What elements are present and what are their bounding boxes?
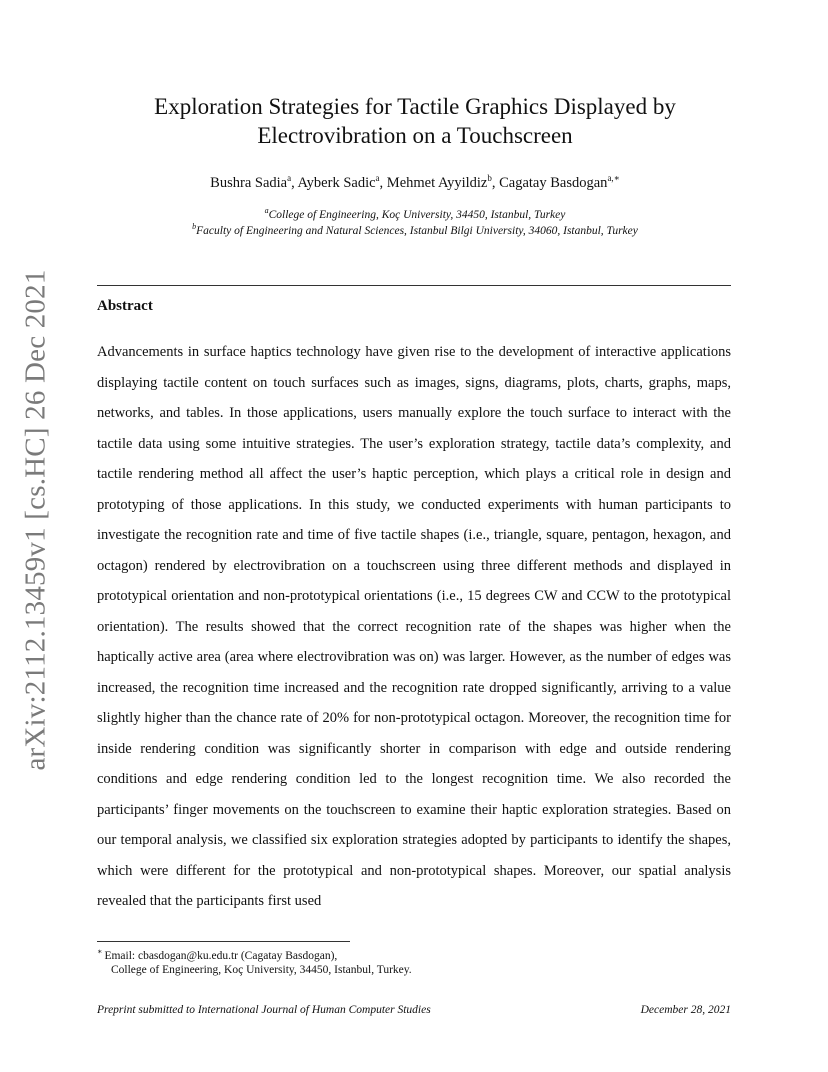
author-name: Cagatay Basdogan [499, 174, 608, 191]
footnote-mark: ∗ [97, 947, 103, 956]
author-affiliation-mark: a [287, 173, 292, 183]
author-affiliation-mark: b [487, 173, 492, 183]
author-separator: , [379, 174, 387, 191]
footnote-email-text: Email: cbasdogan@ku.edu.tr (Cagatay Basdogan), [104, 949, 338, 962]
affiliation-mark: b [192, 222, 197, 231]
author-list [100, 173, 730, 192]
affiliation-mark: a [264, 206, 269, 215]
author-affiliation-mark: a,∗ [607, 173, 620, 183]
paper-title [100, 92, 730, 150]
author-separator: , [491, 174, 500, 191]
preprint-note: Preprint submitted to International Journal of Human Computer Studies [97, 1004, 431, 1016]
author-name: Mehmet Ayyildiz [386, 174, 488, 191]
author-separator: , [291, 174, 298, 191]
footnote-email [97, 947, 737, 962]
affiliation-b [100, 222, 730, 237]
abstract-body: Advancements in surface haptics technology have given rise to the development of interactive applications displaying tactile content on touch surfaces such as images, signs, diagrams, plots, charts, graphs, maps, networks, and tables. In those applications, users manually explore the touch surface to interact with the tactile data using some intuitive strategies. The user’s exploration strategy, tactile data’s complexity, and tactile rendering method all affect the user’s haptic perception, which plays a critical role in design and prototyping of those applications. In this study, we conducted experiments with human participants to investigate the recognition rate and time of five tactile shapes (i.e., triangle, square, pentagon, hexagon, and octagon) rendered by electrovibration on a touchscreen using three different methods and displayed in prototypical orientation and non-prototypical orientations (i.e., 15 degrees CW and CCW to the prototypical orientation). The results showed that the correct recognition rate of the shapes was higher when the haptically active area (area where electrovibration was on) was larger. However, as the number of edges was increased, the recognition time increased and the recognition rate dropped significantly, arriving to a value slightly higher than the chance rate of 20% for non-prototypical octagon. Moreover, the recognition time for inside rendering condition was significantly shorter in comparison with edge and outside rendering conditions and edge rendering condition led to the longest recognition time. We also recorded the participants’ finger movements on the touchscreen to examine their haptic exploration strategies. Based on our temporal analysis, we classified six exploration strategies adopted by participants to identify the shapes, which were different for the prototypical and non-prototypical shapes. Moreover, our spatial analysis revealed that the participants first used [97, 344, 731, 909]
author-name: Bushra Sadia [210, 174, 288, 191]
affiliation-a [100, 206, 730, 221]
paper-title-line-1: Exploration Strategies for Tactile Graphics Displayed by [154, 94, 676, 119]
abstract-heading: Abstract [97, 298, 153, 314]
arxiv-identifier-stamp: arXiv:2112.13459v1 [cs.HC] 26 Dec 2021 [19, 269, 52, 771]
abstract-divider [97, 285, 731, 286]
footnote-divider [97, 941, 350, 942]
affiliation-text: College of Engineering, Koç University, 34450, Istanbul, Turkey [268, 208, 566, 221]
paper-title-line-2: Electrovibration on a Touchscreen [257, 123, 573, 148]
affiliation-text: Faculty of Engineering and Natural Sciences, Istanbul Bilgi University, 34060, Istanbul, Turkey [196, 224, 638, 237]
author-affiliation-mark: a [375, 173, 380, 183]
preprint-date: December 28, 2021 [640, 1004, 731, 1016]
author-name: Ayberk Sadic [297, 174, 376, 191]
footnote-address: College of Engineering, Koç University, 34450, Istanbul, Turkey. [111, 964, 412, 976]
